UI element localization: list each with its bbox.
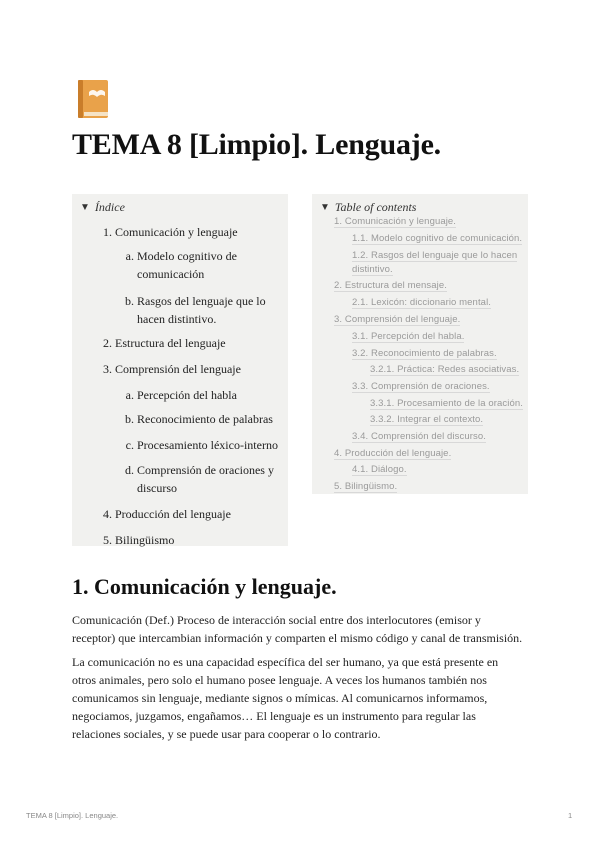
paragraph-line: comunicamos sin lenguaje, mediante signos o mímicas. Al comunicarnos informamos,	[72, 691, 488, 705]
paragraph-line: relaciones sociales, y se puede usar para cooperar o lo contrario.	[72, 727, 381, 741]
contents-summary[interactable]	[320, 198, 520, 216]
index-item-label: Reconocimiento de palabras	[137, 412, 273, 426]
contents-link[interactable]	[334, 313, 460, 327]
index-item-label: hacen distintivo.	[137, 312, 217, 326]
paragraph-line: negociamos, juzgamos, engañamos… El lenguaje es un instrumento para regular las	[72, 709, 476, 723]
index-item-number: b.	[125, 412, 134, 426]
paragraph-line: otros animales, pero solo el humano posee lenguaje. A veces los humanos también nos	[72, 673, 487, 687]
index-item-number: 2.	[103, 336, 112, 350]
contents-link[interactable]	[370, 363, 519, 377]
contents-link-label: 3.1. Percepción del habla.	[352, 331, 465, 342]
paragraph-line: Comunicación (Def.) Proceso de interacción social entre dos interlocutores (emisor y	[72, 613, 481, 627]
page-number: 1	[568, 811, 573, 820]
page-title: TEMA 8 [Limpio]. Lenguaje.	[72, 128, 441, 161]
contents-link-label: distintivo.	[352, 264, 393, 275]
contents-link-label: 4. Producción del lenguaje.	[334, 448, 452, 459]
index-summary-label: Índice	[94, 199, 125, 214]
contents-link[interactable]	[334, 279, 447, 293]
contents-link-label: 2. Estructura del mensaje.	[334, 280, 447, 291]
contents-link-label: 3.4. Comprensión del discurso.	[352, 431, 486, 442]
contents-link[interactable]	[334, 480, 397, 494]
index-item-number: c.	[125, 438, 134, 452]
index-item-label: Estructura del lenguaje	[115, 336, 226, 350]
paragraph-line: receptor) que intercambian información y comparten el mismo código y canal de transmisión.	[72, 631, 523, 645]
contents-link[interactable]	[370, 413, 483, 427]
contents-link[interactable]	[352, 347, 497, 361]
index-item-number: 3.	[103, 362, 112, 376]
index-item-label: comunicación	[137, 267, 205, 281]
index-item-number: b.	[125, 294, 134, 308]
contents-link-label: 3.3.2. Integrar el contexto.	[370, 414, 484, 425]
index-item-label: Comprensión del lenguaje	[115, 362, 241, 376]
contents-link-label: 4.1. Diálogo.	[352, 464, 407, 475]
index-summary[interactable]	[80, 198, 280, 216]
contents-link-label: 1.1. Modelo cognitivo de comunicación.	[352, 233, 523, 244]
index-item-label: Procesamiento léxico-interno	[137, 438, 278, 452]
contents-link-label: 3.3. Comprensión de oraciones.	[352, 381, 490, 392]
footer-title: TEMA 8 [Limpio]. Lenguaje.	[26, 811, 119, 820]
index-item-number: 4.	[103, 507, 112, 521]
book-icon	[76, 78, 110, 120]
index-item-number: 1.	[103, 225, 112, 239]
index-item-label: Modelo cognitivo de	[137, 249, 237, 263]
index-item-label: Producción del lenguaje	[115, 507, 231, 521]
section-heading: 1. Comunicación y lenguaje.	[72, 574, 337, 599]
index-item-number: a.	[125, 249, 134, 263]
index-item-number: 5.	[103, 533, 112, 547]
index-item-number: a.	[125, 388, 134, 402]
contents-link-label: 1.2. Rasgos del lenguaje que lo hacen	[352, 250, 518, 261]
index-item-label: Bilingüismo	[115, 533, 175, 547]
contents-link[interactable]	[352, 263, 393, 277]
contents-link[interactable]	[334, 215, 456, 229]
contents-link-label: 3.2.1. Práctica: Redes asociativas.	[370, 364, 520, 375]
contents-link[interactable]	[352, 330, 464, 344]
contents-link[interactable]	[370, 397, 523, 411]
index-item-label: Comunicación y lenguaje	[115, 225, 238, 239]
contents-link-label: 3.2. Reconocimiento de palabras.	[352, 348, 497, 359]
contents-summary-label: Table of contents	[334, 199, 417, 214]
index-item-label: discurso	[137, 481, 177, 495]
contents-link-label: 3. Comprensión del lenguaje.	[334, 314, 461, 325]
index-item-label: Rasgos del lenguaje que lo	[137, 294, 266, 308]
contents-link[interactable]	[352, 430, 486, 444]
index-item-label: Comprensión de oraciones y	[137, 463, 274, 477]
contents-link[interactable]	[352, 249, 517, 263]
contents-link-label: 5. Bilingüismo.	[334, 481, 398, 492]
contents-link[interactable]	[334, 447, 451, 461]
contents-link[interactable]	[352, 463, 407, 477]
contents-link-label: 2.1. Lexicón: diccionario mental.	[352, 297, 492, 308]
index-item-label: Percepción del habla	[137, 388, 237, 402]
contents-link[interactable]	[352, 232, 522, 246]
contents-link-label: 1. Comunicación y lenguaje.	[334, 216, 457, 227]
toggle-triangle-icon[interactable]: ▼	[320, 201, 330, 213]
contents-link[interactable]	[352, 380, 490, 394]
toggle-triangle-icon[interactable]: ▼	[80, 201, 90, 213]
index-item-number: d.	[125, 463, 134, 477]
paragraph-line: La comunicación no es una capacidad específica del ser humano, ya que está presente en	[72, 655, 499, 669]
contents-link-label: 3.3.1. Procesamiento de la oración.	[370, 398, 523, 409]
contents-link[interactable]	[352, 296, 491, 310]
